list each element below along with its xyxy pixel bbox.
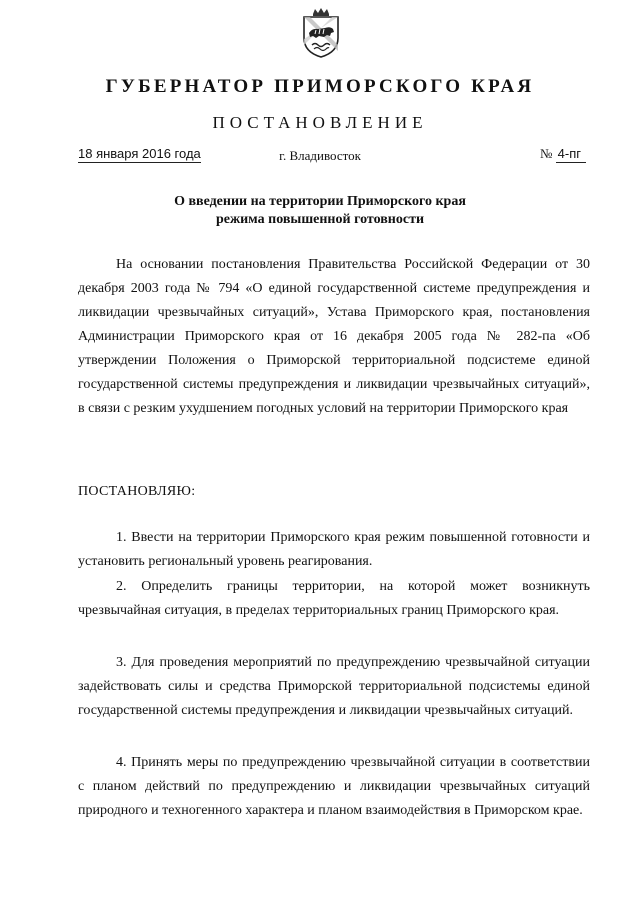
decree-item-3: 3. Для проведения мероприятий по предупреждению чрезвычайной ситуации задействовать силы и средства Приморской территориальной подсистемы единой государственной системы предупреждения и ликвидации чрезвычайных ситуаций. — [78, 655, 590, 718]
document-city: г. Владивосток — [279, 148, 361, 163]
issuing-authority: ГУБЕРНАТОР ПРИМОРСКОГО КРАЯ — [105, 76, 535, 97]
number-value: 4-пг — [556, 146, 586, 163]
document-number — [540, 146, 586, 163]
document-type: ПОСТАНОВЛЕНИЕ — [212, 113, 428, 132]
document-date: 18 января 2016 года — [78, 146, 201, 161]
decree-heading: ПОСТАНОВЛЯЮ: — [78, 484, 196, 499]
decree-item-2: 2. Определить границы территории, на которой может возникнуть чрезвычайная ситуация, в пределах территориальных границ Приморского края. — [78, 579, 590, 618]
preamble-paragraph: На основании постановления Правительства Российской Федерации от 30 декабря 2003 года № 794 «О единой государственной системе предупреждения и ликвидации чрезвычайных ситуаций», Устава Приморского края, постановления Администрации Приморского края от 16 декабря 2005 года № 282-па «Об утверждении Положения о Приморской территориальной подсистеме единой государственной системы предупреждения и ликвидации чрезвычайных ситуаций», в связи с резким ухудшением погодных условий на территории Приморского края — [78, 257, 590, 416]
decree-item-1: 1. Ввести на территории Приморского края режим повышенной готовности и установить региональный уровень реагирования. — [78, 530, 590, 569]
document-title — [0, 193, 640, 229]
title-line-1: О введении на территории Приморского края — [174, 194, 466, 209]
coat-of-arms-icon — [300, 8, 342, 58]
decree-item-4: 4. Принять меры по предупреждению чрезвычайной ситуации в соответствии с планом действий по предупреждению и ликвидации чрезвычайных ситуаций природного и техногенного характера и планом взаимодействия в Приморском крае. — [78, 755, 590, 818]
number-sign: № — [540, 146, 553, 161]
title-line-2: режима повышенной готовности — [215, 212, 425, 227]
